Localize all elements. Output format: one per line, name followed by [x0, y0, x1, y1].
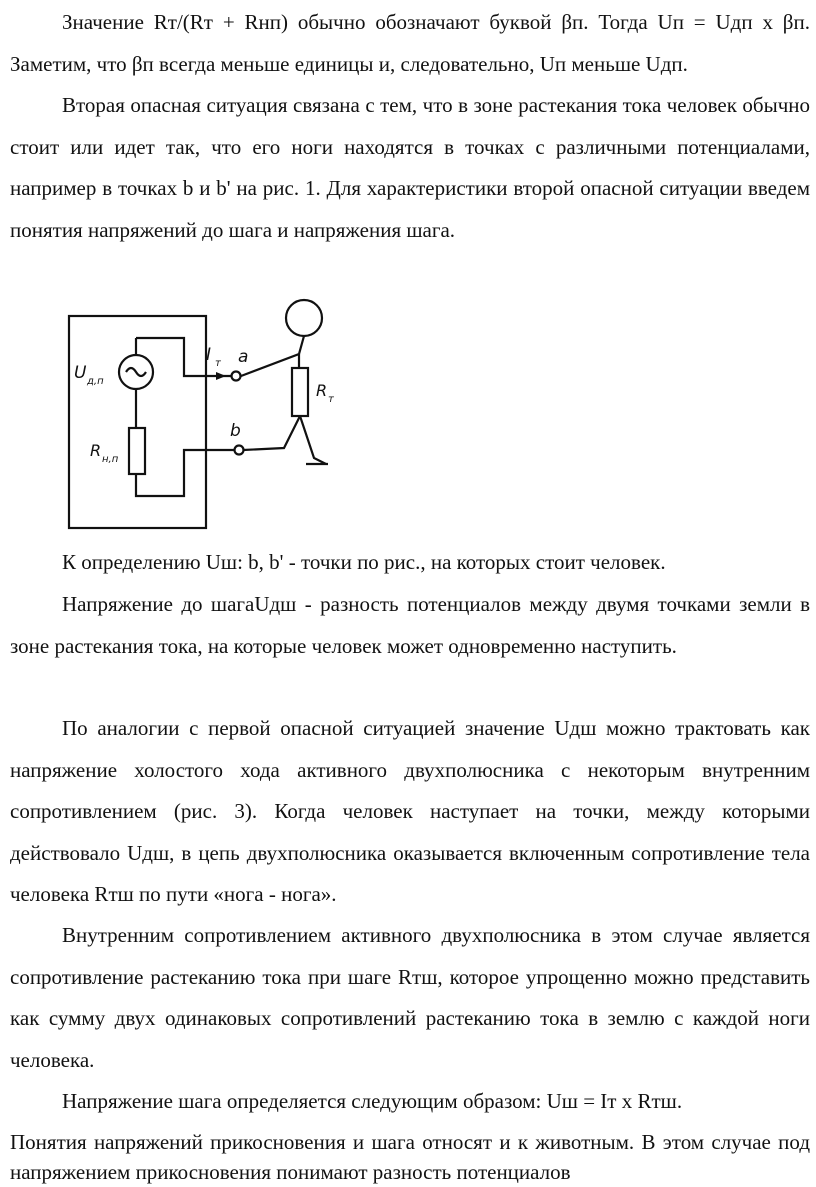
body-resistor-symbol	[292, 368, 308, 416]
figure-caption: К определению Uш: b, b' - точки по рис., на которых стоит человек.	[62, 550, 666, 574]
paragraph-step-voltage-formula: Напряжение шага определяется следующим образом: Uш = Iт x Rтш.	[62, 1089, 683, 1113]
person-head	[286, 300, 322, 336]
paragraph-pre-step-voltage: Напряжение до шагаUдш - разность потенциалов между двумя точками земли в зоне растекания тока, на которые человек может одновременно наступить.	[10, 592, 810, 658]
paragraph-beta-definition: Значение Rт/(Rт + Rнп) обычно обозначают буквой βп. Тогда Uп = Uдп x βп. Заметим, что βп всегда меньше единицы и, следовательно, Uп меньше Uдп.	[10, 10, 810, 76]
current-label-subscript: т	[215, 358, 221, 369]
current-label: I	[206, 345, 212, 365]
ground-resistor-symbol	[129, 428, 145, 474]
point-b-label: b	[230, 421, 241, 441]
paragraph-analogy: По аналогии с первой опасной ситуацией значение Uдш можно трактовать как напряжение холостого хода активного двухполюсника с некоторым внутренним сопротивлением (рис. 3). Когда человек наступает на точки, между которыми действовало Uдш, в цепь двухполюсника оказывается включенным сопротивление тела человека Rтш по пути «нога - нога».	[10, 716, 810, 906]
terminal-b	[235, 446, 244, 455]
terminal-a	[232, 372, 241, 381]
point-a-label: a	[238, 347, 249, 367]
body-resistor-label-subscript: т	[328, 394, 334, 405]
paragraph-second-danger: Вторая опасная ситуация связана с тем, что в зоне растекания тока человек обычно стоит или идет так, что его ноги находятся в точках с различными потенциалами, например в точках b и b' на рис. 1. Для характеристики второй опасной ситуации введем понятия напряжений до шага и напряжения шага.	[10, 93, 810, 242]
source-label: U	[74, 363, 87, 383]
current-arrow	[216, 372, 226, 380]
circuit-figure	[66, 296, 366, 536]
body-resistor-label: R	[316, 381, 328, 400]
paragraph-animals: Понятия напряжений прикосновения и шага относят и к животным. В этом случае под напряжением прикосновения понимают разность потенциалов	[10, 1130, 810, 1184]
source-label-subscript: д,п	[87, 376, 104, 387]
resistor-label-subscript: н,п	[102, 454, 119, 465]
circuit-diagram	[66, 296, 366, 536]
resistor-label: R	[90, 441, 102, 460]
paragraph-internal-resistance: Внутренним сопротивлением активного двухполюсника в этом случае является сопротивление растеканию тока при шаге Rтш, которое упрощенно можно представить как сумму двух одинаковых сопротивлений растеканию тока в землю с каждой ноги человека.	[10, 923, 810, 1072]
